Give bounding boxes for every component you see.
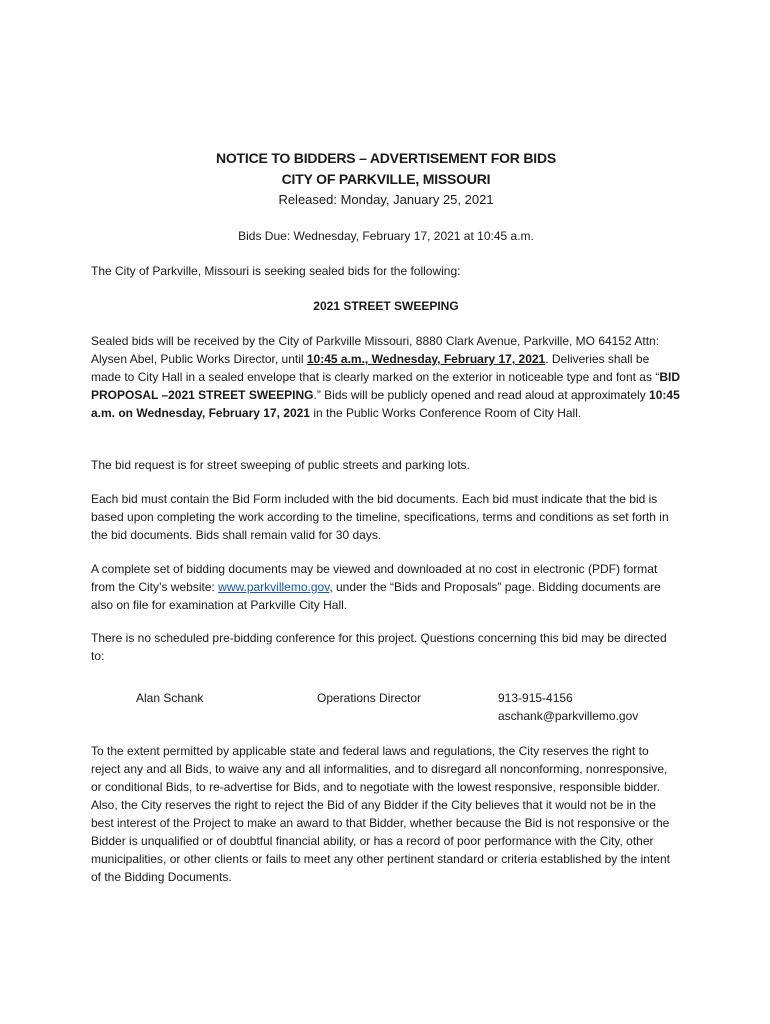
sealed-bids-text-4: in the Public Works Conference Room of City Hall. xyxy=(309,406,582,420)
conference-paragraph: There is no scheduled pre-bidding conference for this project. Questions concerning this bid may be directed to: xyxy=(91,631,667,663)
contact-name: Alan Schank xyxy=(136,691,204,705)
released-date: Released: Monday, January 25, 2021 xyxy=(278,192,494,207)
envelope-label: BID PROPOSAL –2021 STREET SWEEPING xyxy=(91,370,680,402)
contact-email: aschank@parkvillemo.gov xyxy=(498,709,639,723)
contact-phone: 913-915-4156 xyxy=(498,691,573,705)
sealed-bids-paragraph xyxy=(91,332,681,422)
city-website-link[interactable]: www.parkvillemo.gov xyxy=(218,580,330,594)
bids-due: Bids Due: Wednesday, February 17, 2021 at 10:45 a.m. xyxy=(238,229,534,243)
documents-text-1: A complete set of bidding documents may be viewed and downloaded at no cost in electronic (PDF) format from the City’s website: xyxy=(91,562,658,594)
bid-opening-time: 10:45 a.m. on Wednesday, February 17, 2021 xyxy=(91,388,680,420)
scope-paragraph: The bid request is for street sweeping of public streets and parking lots. xyxy=(91,458,470,472)
notice-title xyxy=(91,148,681,190)
sealed-bids-text-2: . Deliveries shall be made to City Hall in a sealed envelope that is clearly marked on the exterior in noticeable type and font as “ xyxy=(91,352,660,384)
documents-text-2: , under the “Bids and Proposals” page. Bidding documents are also on file for examination at Parkville City Hall. xyxy=(91,580,661,612)
intro-paragraph: The City of Parkville, Missouri is seeking sealed bids for the following: xyxy=(91,264,461,278)
contact-role: Operations Director xyxy=(317,691,422,705)
project-title: 2021 STREET SWEEPING xyxy=(313,299,459,313)
bid-deadline: 10:45 a.m., Wednesday, February 17, 2021 xyxy=(306,352,546,366)
reservation-paragraph: To the extent permitted by applicable state and federal laws and regulations, the City reserves the right to reject any and all Bids, to waive any and all informalities, and to disregard all nonconforming, nonresponsive, or conditional Bids, to re-advertise for Bids, and to negotiate with the lowest responsive, responsible bidder. Also, the City reserves the right to reject the Bid of any Bidder if the City believes that it would not be in the best interest of the Project to make an award to that Bidder, whether because the Bid is not responsive or the Bidder is unqualified or of doubtful financial ability, or has a record of poor performance with the City, other municipalities, or other clients or fails to meet any other pertinent standard or criteria established by the intent of the Bidding Documents. xyxy=(91,744,670,884)
title-line-2: CITY OF PARKVILLE, MISSOURI xyxy=(281,171,491,187)
sealed-bids-text-1: Sealed bids will be received by the City of Parkville Missouri, 8880 Clark Avenue, Parkville, MO 64152 Attn: Alysen Abel, Public Works Director, until xyxy=(91,334,660,366)
sealed-bids-text-3: .” Bids will be publicly opened and read aloud at approximately xyxy=(313,388,650,402)
title-line-1: NOTICE TO BIDDERS – ADVERTISEMENT FOR BIDS xyxy=(215,150,557,166)
bid-form-paragraph: Each bid must contain the Bid Form included with the bid documents. Each bid must indicate that the bid is based upon completing the work according to the timeline, specifications, terms and conditions as set forth in the bid documents. Bids shall remain valid for 30 days. xyxy=(91,492,669,542)
documents-paragraph xyxy=(91,560,681,614)
